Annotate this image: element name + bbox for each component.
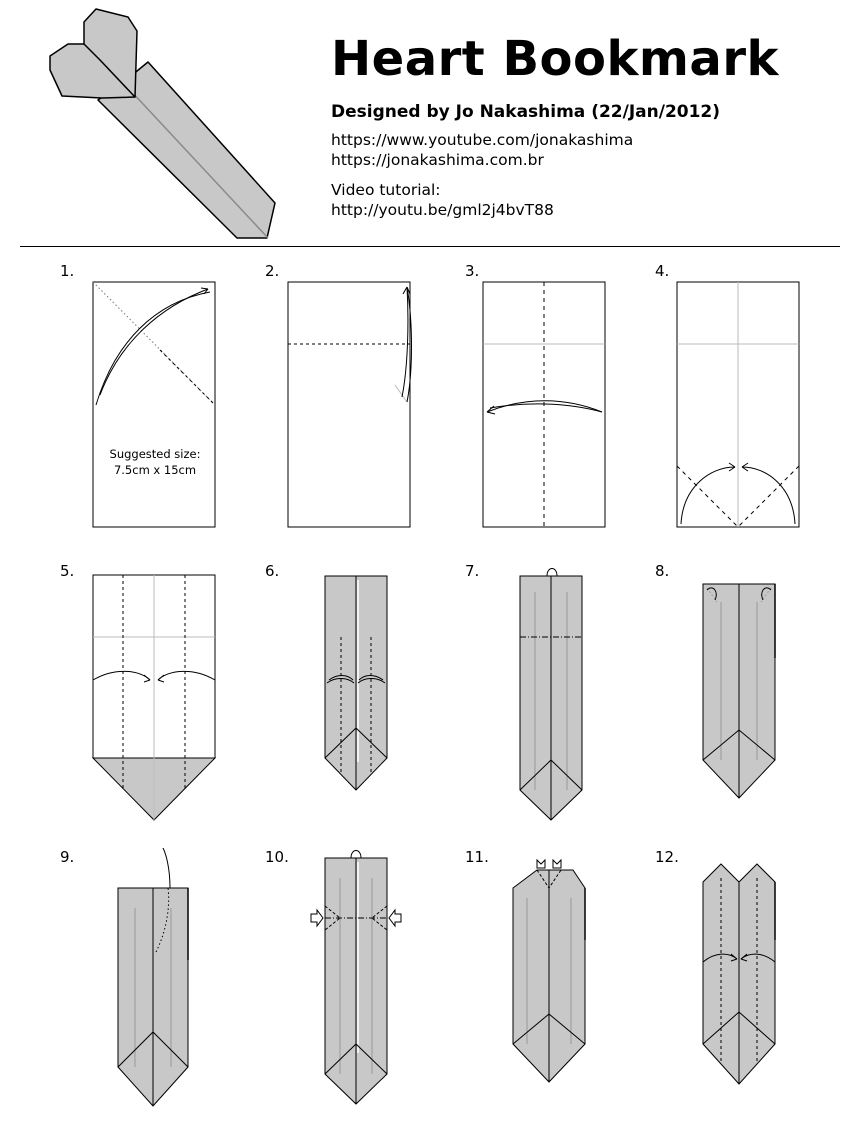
step-5 bbox=[60, 562, 250, 822]
step-diagram bbox=[60, 848, 250, 1118]
step-1 bbox=[60, 262, 250, 522]
step-4 bbox=[655, 262, 845, 522]
step-number: 11. bbox=[465, 848, 489, 866]
tutorial-link[interactable]: http://youtu.be/gml2j4bvT88 bbox=[331, 201, 554, 219]
step-diagram bbox=[465, 262, 655, 532]
step-diagram bbox=[265, 848, 455, 1118]
size-note-line1: Suggested size: bbox=[109, 447, 201, 461]
center-crease bbox=[130, 90, 268, 238]
step-10 bbox=[265, 848, 455, 1108]
step-2 bbox=[265, 262, 455, 522]
step-number: 2. bbox=[265, 262, 280, 280]
step-9 bbox=[60, 848, 250, 1108]
step-diagram bbox=[655, 562, 845, 832]
tutorial-label: Video tutorial: bbox=[331, 181, 441, 199]
step-12 bbox=[655, 848, 845, 1108]
step-number: 10. bbox=[265, 848, 289, 866]
step-11 bbox=[465, 848, 655, 1108]
step-number: 1. bbox=[60, 262, 75, 280]
step-diagram bbox=[60, 262, 250, 532]
youtube-channel-link[interactable]: https://www.youtube.com/jonakashima bbox=[331, 131, 634, 149]
header-divider bbox=[20, 246, 840, 247]
step-diagram bbox=[465, 562, 655, 832]
step-6 bbox=[265, 562, 455, 822]
step-diagram bbox=[465, 848, 655, 1118]
finished-model-illustration bbox=[0, 0, 320, 245]
step-number: 8. bbox=[655, 562, 670, 580]
step-diagram bbox=[265, 562, 455, 832]
website-link[interactable]: https://jonakashima.com.br bbox=[331, 151, 544, 169]
step-number: 4. bbox=[655, 262, 670, 280]
step-number: 5. bbox=[60, 562, 75, 580]
step-number: 7. bbox=[465, 562, 480, 580]
step-number: 9. bbox=[60, 848, 75, 866]
step-diagram bbox=[655, 262, 845, 532]
step-diagram bbox=[60, 562, 250, 832]
size-note-line2: 7.5cm x 15cm bbox=[113, 463, 197, 477]
page-title: Heart Bookmark bbox=[331, 31, 779, 87]
step-diagram bbox=[655, 848, 845, 1118]
step-8 bbox=[655, 562, 845, 822]
step-number: 6. bbox=[265, 562, 280, 580]
designer-credit: Designed by Jo Nakashima (22/Jan/2012) bbox=[331, 102, 721, 122]
step-7 bbox=[465, 562, 655, 822]
step-number: 3. bbox=[465, 262, 480, 280]
step-3 bbox=[465, 262, 655, 522]
step-diagram bbox=[265, 262, 455, 532]
step-number: 12. bbox=[655, 848, 679, 866]
